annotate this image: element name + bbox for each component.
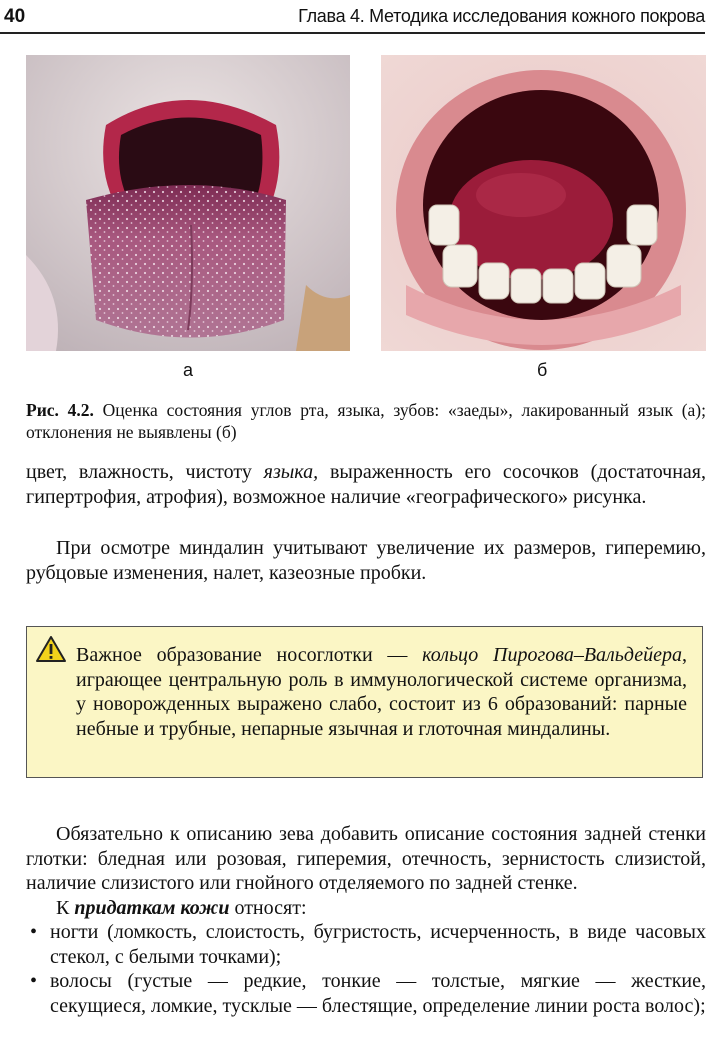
list-item: • ногти (ломкость, слоистость, бугристость, исчерченность, в виде часовых стекол, с белыми точками); (26, 920, 706, 969)
list-item: • волосы (густые — редкие, тонкие — толстые, мягкие — жесткие, секущиеся, ломкие, тусклые — блестящие, определение линии роста волос); (26, 969, 706, 1018)
warning-text (76, 643, 687, 741)
figure-caption (26, 399, 706, 443)
paragraph-skin-appendages (26, 896, 706, 921)
figure-label-b: б (537, 360, 548, 380)
paragraph-text: цвет, влажность, чистоту (26, 461, 264, 483)
page-number: 40 (4, 6, 26, 27)
paragraph-text: относят: (229, 897, 307, 919)
warning-callout (26, 626, 703, 778)
paragraph-tonsils: При осмотре миндалин учитывают увеличение их размеров, гиперемию, рубцовые изменения, налет, казеозные пробки. (26, 537, 706, 584)
emphasis-text: языка, (263, 461, 319, 483)
bullet-list (26, 920, 706, 1018)
figure-label-a: а (183, 360, 194, 380)
figure-photo-a (26, 55, 350, 351)
paragraph-pharynx: Обязательно к описанию зева добавить описание состояния задней стенки глотки: бледная или розовая, гиперемия, отечность, зернистость слизистой, наличие слизистого или гнойного отделяемого по задней стенке. (26, 823, 706, 894)
warning-triangle-icon (35, 635, 67, 663)
running-header (0, 0, 705, 34)
tongue-photo (26, 55, 350, 351)
paragraph-tongue (26, 460, 706, 509)
caption-text: Оценка состояния углов рта, языка, зубов: «заеды», лакированный язык (а); отклонения не выявлены (б) (26, 400, 706, 442)
figure-number: Рис. 4.2. (26, 400, 94, 420)
paragraph-text: выраженность его сосочков (достаточная, гипертрофия, атрофия), возможное наличие «географического» рисунка. (26, 461, 707, 508)
warning-text-part: , играющее центральную роль в иммунологической системе организма, у новорожденных выражено слабо, состоит из 6 образований: парные небные и трубные, непарные язычная и глоточная миндалины. (76, 644, 687, 740)
warning-text-part: Важное образование носоглотки — (76, 644, 423, 666)
paragraph-text: К (56, 897, 75, 919)
running-title: Глава 4. Методика исследования кожного покрова (298, 6, 705, 26)
figure-photo-b (381, 55, 706, 351)
mouth-photo (381, 55, 706, 351)
term-emphasis: придаткам кожи (74, 897, 230, 919)
warning-emphasis: кольцо Пирогова–Вальдейера (422, 644, 682, 666)
